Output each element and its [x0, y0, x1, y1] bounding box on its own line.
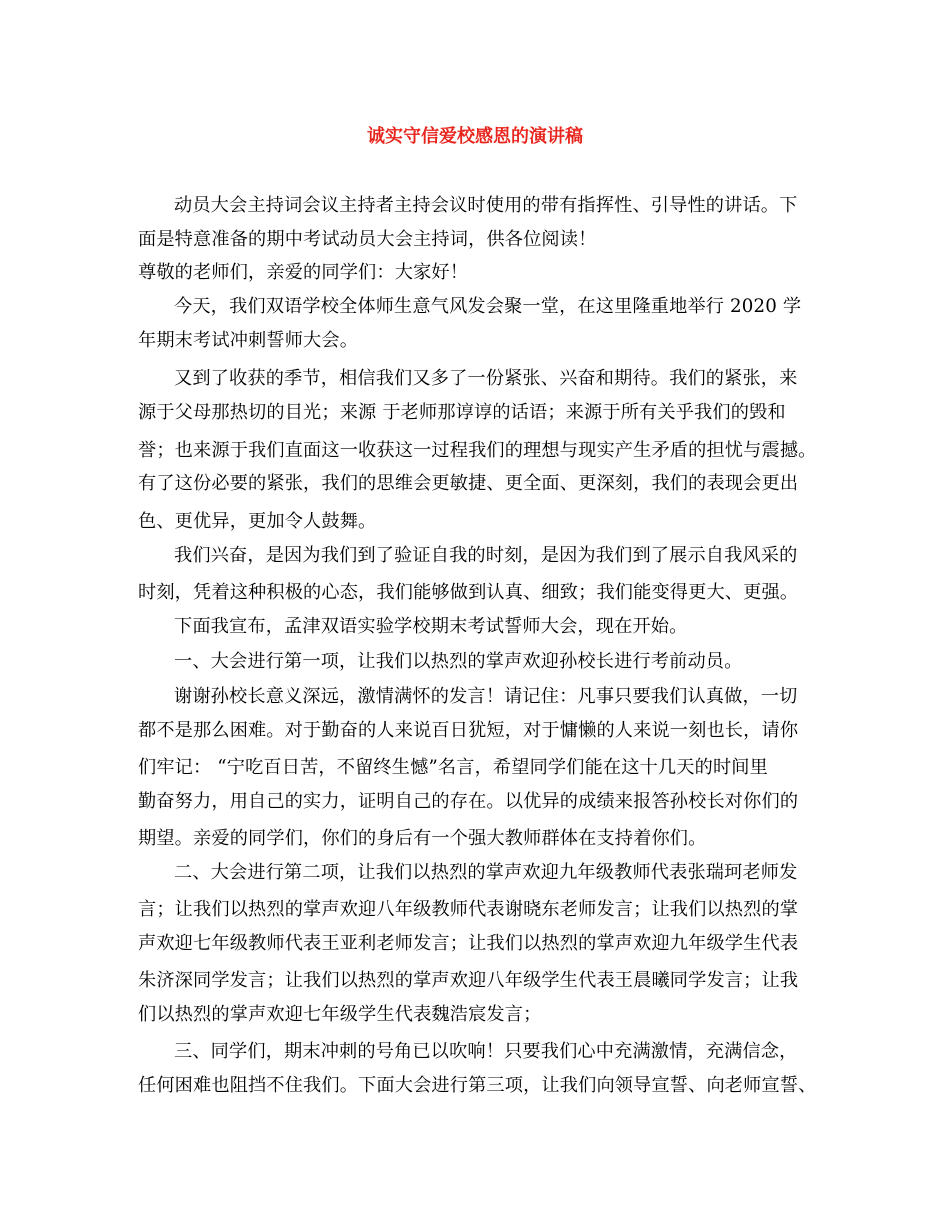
text-line: 们牢记： “宁吃百日苦，不留终生憾”名言，希望同学们能在这十几天的时间里 — [138, 757, 768, 778]
text-line: 都不是那么困难。对于勤奋的人来说百日犹短，对于慵懒的人来说一刻也长，请你 — [138, 720, 799, 741]
text-line: 尊敬的老师们，亲爱的同学们：大家好！ — [138, 262, 469, 283]
text-line: 朱济深同学发言；让我们以热烈的掌声欢迎八年级学生代表王晨曦同学发言；让我 — [138, 970, 799, 991]
text-line: 勤奋努力，用自己的实力，证明自己的存在。以优异的成绩来报答孙校长对你们的 — [138, 791, 799, 812]
text-line: 声欢迎七年级教师代表王亚利老师发言；让我们以热烈的掌声欢迎九年级学生代表 — [138, 933, 799, 954]
text-line: 下面我宣布，孟津双语实验学校期末考试誓师大会，现在开始。 — [174, 616, 688, 637]
text-line: 今天，我们双语学校全体师生意气风发会聚一堂，在这里隆重地举行 2020 学 — [174, 296, 802, 317]
text-line: 时刻，凭着这种积极的心态，我们能够做到认真、细致；我们能变得更大、更强。 — [138, 582, 799, 603]
text-line: 有了这份必要的紧张，我们的思维会更敏捷、更全面、更深刻，我们的表现会更出 — [138, 473, 799, 494]
text-line: 言；让我们以热烈的掌声欢迎八年级教师代表谢晓东老师发言；让我们以热烈的掌 — [138, 899, 799, 920]
text-line: 色、更优异，更加令人鼓舞。 — [138, 511, 377, 532]
text-line: 面是特意准备的期中考试动员大会主持词，供各位阅读！ — [138, 229, 597, 250]
text-line: 源于父母那热切的目光；来源 于老师那谆谆的话语；来源于所有关乎我们的毁和 — [138, 402, 786, 423]
text-line: 又到了收获的季节，相信我们又多了一份紧张、兴奋和期待。我们的紧张，来 — [174, 368, 798, 389]
text-line: 誉；也来源于我们直面这一收获这一过程我们的理想与现实产生矛盾的担忧与震撼。 — [138, 440, 817, 461]
text-line: 任何困难也阻挡不住我们。下面大会进行第三项，让我们向领导宣誓、向老师宣誓、 — [138, 1075, 817, 1096]
text-line: 谢谢孙校长意义深远，激情满怀的发言！请记住：凡事只要我们认真做，一切 — [174, 686, 798, 707]
text-line: 三、同学们，期末冲刺的号角已以吹响！只要我们心中充满激情，充满信念， — [174, 1041, 798, 1062]
text-line: 二、大会进行第二项，让我们以热烈的掌声欢迎九年级教师代表张瑞珂老师发 — [174, 862, 798, 883]
text-line: 年期末考试冲刺誓师大会。 — [138, 330, 359, 351]
text-line: 动员大会主持词会议主持者主持会议时使用的带有指挥性、引导性的讲话。下 — [174, 195, 798, 216]
text-line: 期望。亲爱的同学们，你们的身后有一个强大教师群体在支持着你们。 — [138, 828, 707, 849]
document-title: 诚实守信爱校感恩的演讲稿 — [367, 126, 583, 147]
text-line: 一、大会进行第一项，让我们以热烈的掌声欢迎孙校长进行考前动员。 — [174, 651, 743, 672]
text-line: 我们兴奋，是因为我们到了验证自我的时刻，是因为我们到了展示自我风采的 — [174, 545, 798, 566]
text-line: 们以热烈的掌声欢迎七年级学生代表魏浩宸发言； — [138, 1004, 542, 1025]
